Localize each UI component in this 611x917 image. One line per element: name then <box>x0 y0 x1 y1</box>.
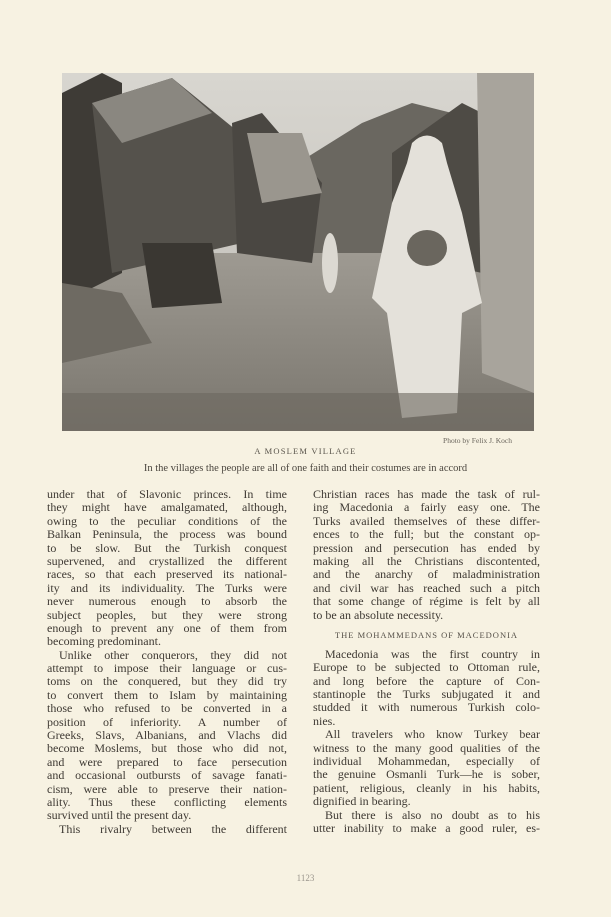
text-line: the genuine Osmanli Turk—he is sober, <box>313 768 540 782</box>
text-line: ences to the full; but the constant op- <box>313 528 540 542</box>
text-line: they might have amalgamated, although, <box>47 501 287 515</box>
text-line: pression and persecution has ended by <box>313 541 540 555</box>
text-line: But there is also no doubt as to his <box>325 808 540 822</box>
text-line: ing Macedonia a fairly easy one. The <box>313 501 540 515</box>
right-text-column <box>313 488 540 835</box>
text-line: Balkan Peninsula, the process was bound <box>47 528 287 542</box>
text-line: those who refused to be converted in a <box>47 702 287 716</box>
text-line: dignified in bearing. <box>313 795 411 809</box>
text-line: supervened, and crystallized the different <box>47 554 287 568</box>
text-line: and civil war has reached such a pitch <box>313 581 540 595</box>
left-text-column <box>47 488 287 836</box>
text-line: ality. Thus these conflicting elements <box>47 795 287 809</box>
text-line: This rivalry between the different <box>59 822 287 836</box>
text-line: individual Mohammedan, especially of <box>313 755 540 769</box>
text-line: utter inability to make a good ruler, es- <box>313 821 540 835</box>
text-line: enough to prevent any one of them from <box>47 621 287 635</box>
page-number: 1123 <box>296 873 315 883</box>
text-line: making all the Christians discontented, <box>313 554 540 568</box>
text-line: under that of Slavonic princes. In time <box>47 488 287 501</box>
text-line: nies. <box>313 714 336 728</box>
text-line: subject peoples, but they were strong <box>47 608 287 622</box>
text-line: becoming predominant. <box>47 635 161 649</box>
village-photograph <box>62 73 534 431</box>
text-line: and the anarchy of maladministration <box>313 568 540 582</box>
text-line: never numerous enough to absorb the <box>47 595 287 609</box>
figure-title: A MOSLEM VILLAGE <box>254 446 357 456</box>
text-line: Christian races has made the task of rul- <box>313 488 540 501</box>
text-line: patient, religious, cleanly in his habits, <box>313 781 540 795</box>
figure-caption: In the villages the people are all of one faith and their costumes are in accord <box>143 463 468 474</box>
text-line: Macedonia was the first country in <box>325 647 540 661</box>
text-line: and long before the capture of Con- <box>313 674 540 688</box>
text-line: attempt to impose their language or cus- <box>47 662 287 676</box>
text-line: Turks availed themselves of these differ- <box>313 514 540 528</box>
text-line: stantinople the Turks subjugated it and <box>313 688 540 702</box>
text-line: All travelers who know Turkey bear <box>325 728 540 742</box>
text-line: ity and its individuality. The Turks were <box>47 581 287 595</box>
text-line: witness to the many good qualities of the <box>313 741 540 755</box>
text-line: survived until the present day. <box>47 809 192 823</box>
photo-credit: Photo by Felix J. Koch <box>443 436 512 445</box>
text-line: that some change of régime is felt by all <box>313 595 540 609</box>
text-line: Unlike other conquerors, they did not <box>59 648 287 662</box>
text-line: and occasional outbursts of savage fanati- <box>47 769 287 783</box>
section-heading: THE MOHAMMEDANS OF MACEDONIA <box>334 629 519 640</box>
text-line: owing to the peculiar conditions of the <box>47 514 287 528</box>
text-line: to be slow. But the Turkish conquest <box>47 541 287 555</box>
text-line: Greeks, Slavs, Albanians, and Vlachs did <box>47 729 287 743</box>
text-line: to convert them to Islam by maintaining <box>47 688 287 702</box>
text-line: toms on the conquered, but they did try <box>47 675 287 689</box>
text-line: Europe to be subjected to Ottoman rule, <box>313 661 540 675</box>
text-line: position of inferiority. A number of <box>47 715 287 729</box>
text-line: cism, were able to preserve their nation- <box>47 782 287 796</box>
text-line: to be an absolute necessity. <box>313 608 444 622</box>
text-line: become Moslems, but those who did not, <box>47 742 287 756</box>
text-line: races, so that each preserved its national- <box>47 568 287 582</box>
text-line: and were prepared to face persecution <box>47 755 287 769</box>
text-line: studded it with numerous Turkish colo- <box>313 701 540 715</box>
